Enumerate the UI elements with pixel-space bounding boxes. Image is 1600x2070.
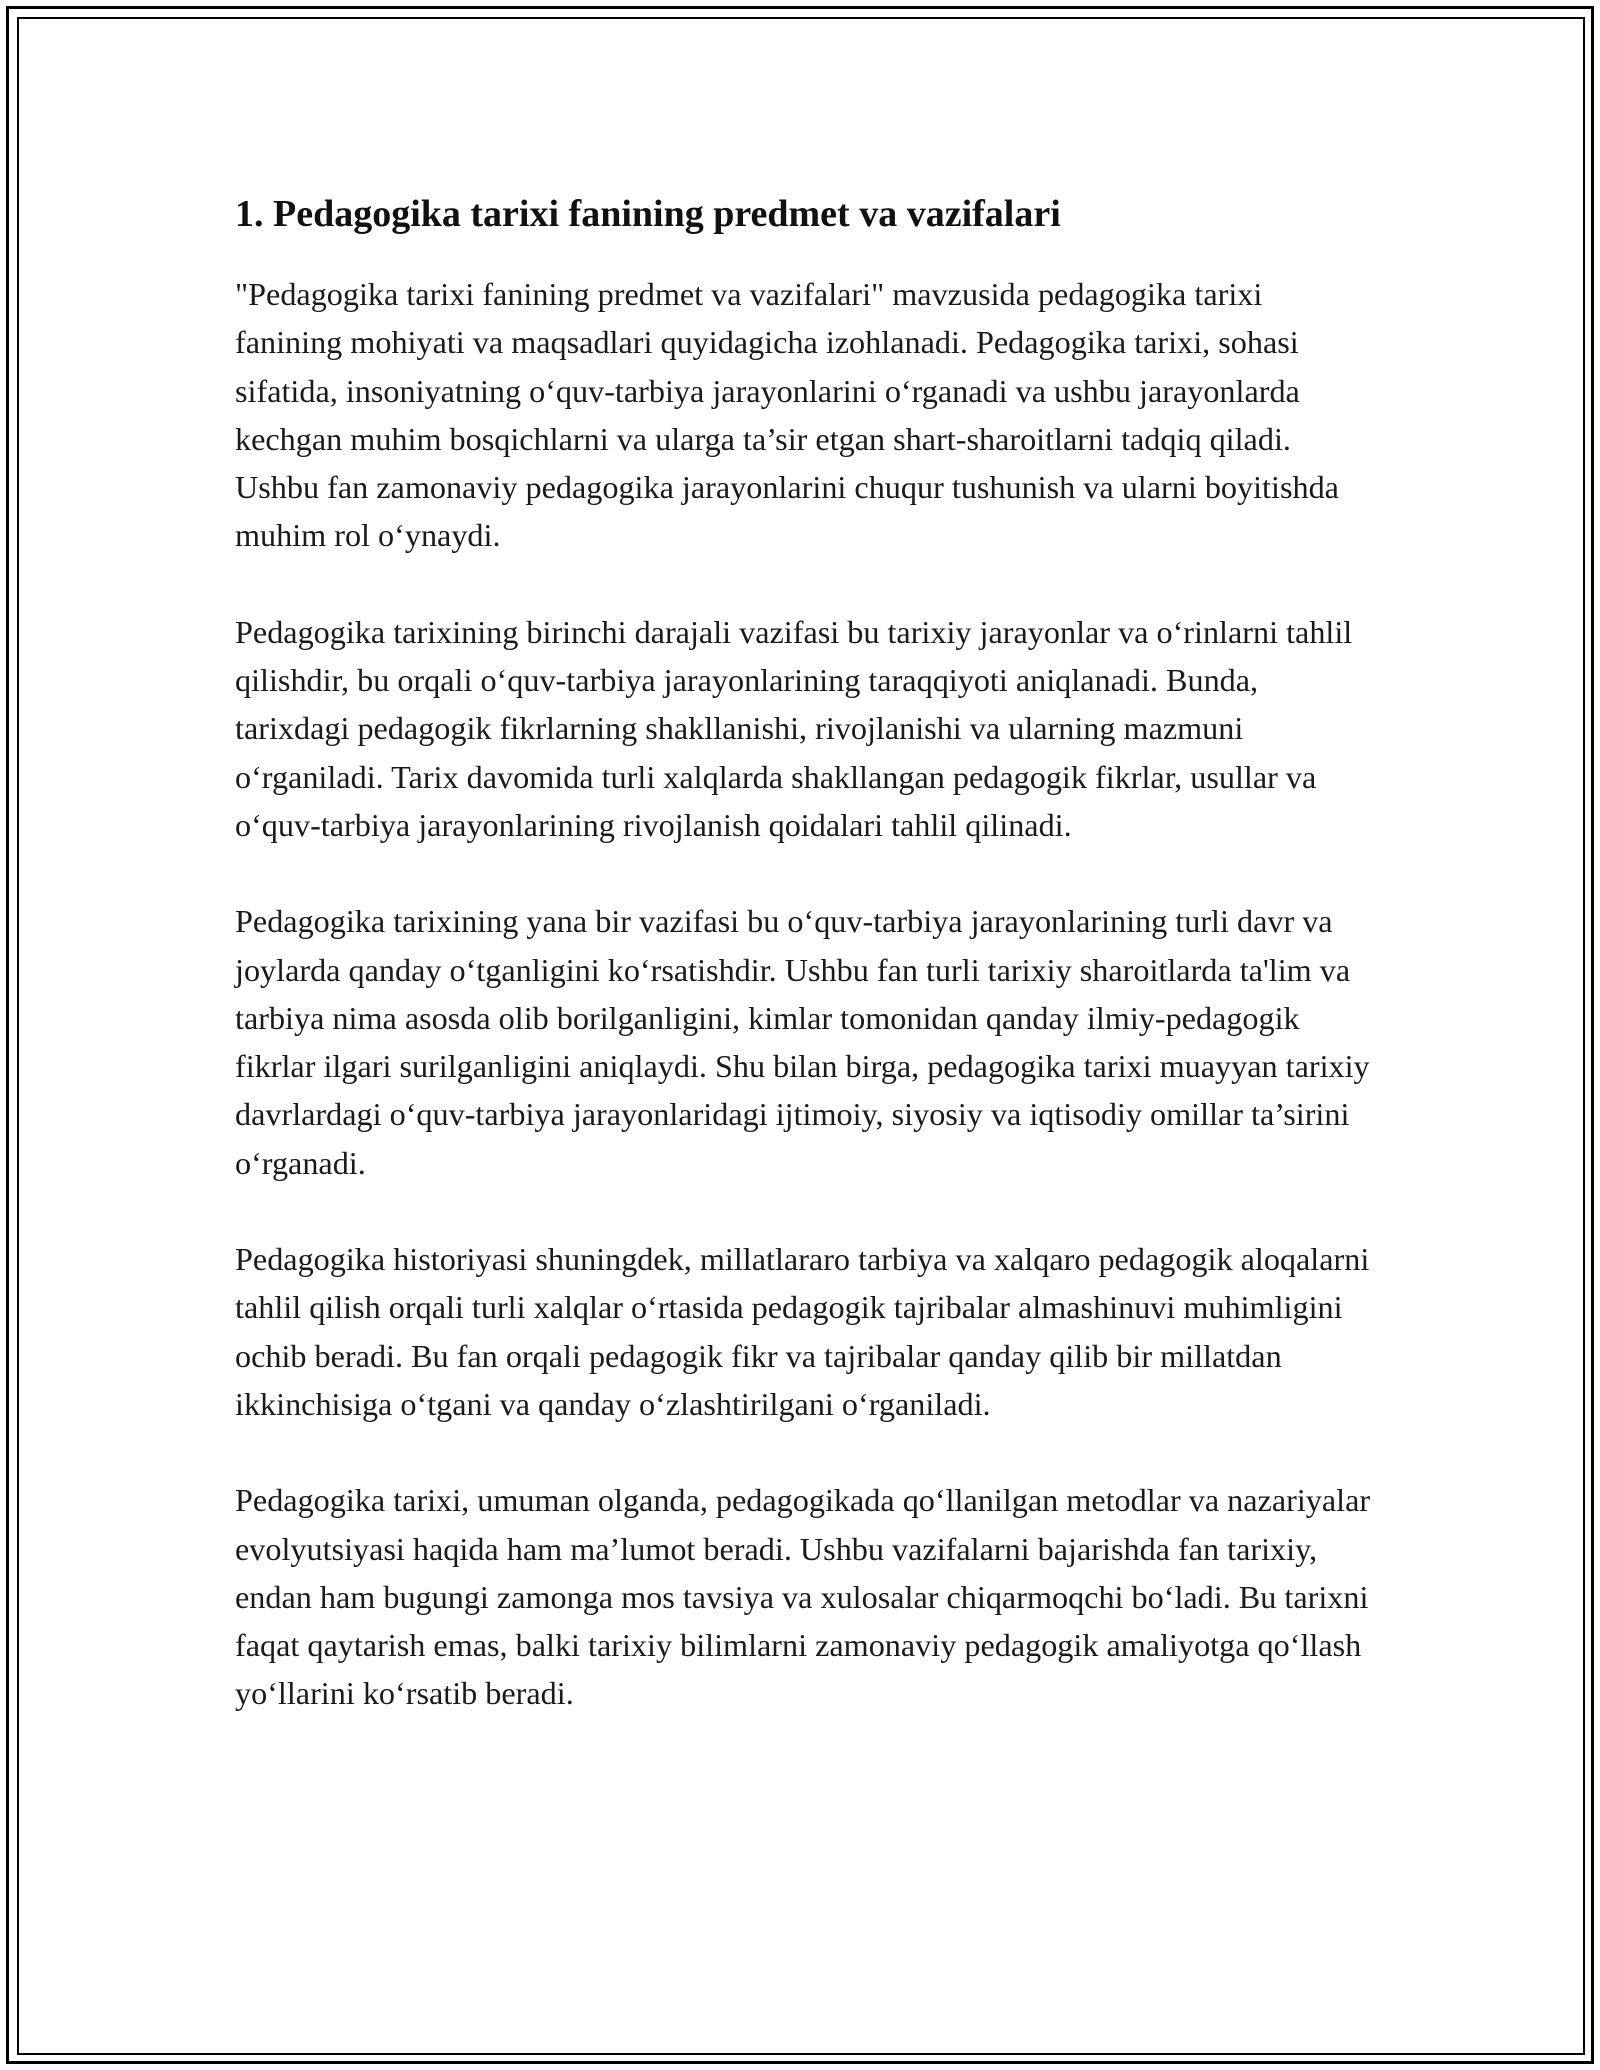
document-title: 1. Pedagogika tarixi fanining predmet va vazifalari [235,193,1061,235]
paragraph-2: Pedagogika tarixining birinchi darajali vazifasi bu tarixiy jarayonlar va o‘rinlarni tahlil qilishdir, bu orqali o‘quv-tarbiya jarayonlarining taraqqiyoti aniqlanadi. Bunda, tarixdagi pedagogik fikrlarning shakllanishi, rivojlanishi va ularning mazmuni o‘rganiladi. Tarix davomida turli xalqlarda shakllangan pedagogik fikrlar, usullar va o‘quv-tarbiya jarayonlarining rivojlanish qoidalari tahlil qilinadi. [235,613,1353,843]
paragraph-4: Pedagogika historiyasi shuningdek, millatlararo tarbiya va xalqaro pedagogik aloqalarni tahlil qilish orqali turli xalqlar o‘rtasida pedagogik tajribalar almashinuvi muhimligini ochib beradi. Bu fan orqali pedagogik fikr va tajribalar qanday qilib bir millatdan ikkinchisiga o‘tgani va qanday o‘zlashtirilgani o‘rganiladi. [235,1241,1370,1422]
paragraph-5: Pedagogika tarixi, umuman olganda, pedagogikada qo‘llanilgan metodlar va nazariyalar evolyutsiyasi haqida ham ma’lumot beradi. Ushbu vazifalarni bajarishda fan tarixiy, endan ham bugungi zamonga mos tavsiya va xulosalar chiqarmoqchi bo‘ladi. Bu tarixni faqat qaytarish emas, balki tarixiy bilimlarni zamonaviy pedagogik amaliyotga qo‘llash yo‘llarini ko‘rsatib beradi. [235,1482,1371,1712]
paragraph-1: "Pedagogika tarixi fanining predmet va vazifalari" mavzusida pedagogika tarixi fanining mohiyati va maqsadlari quyidagicha izohlanadi. Pedagogika tarixi, sohasi sifatida, insoniyatning o‘quv-tarbiya jarayonlarini o‘rganadi va ushbu jarayonlarda kechgan muhim bosqichlarni va ularga ta’sir etgan shart-sharoitlarni tadqiq qiladi. Ushbu fan zamonaviy pedagogika jarayonlarini chuqur tushunish va ularni boyitishda muhim rol o‘ynaydi. [235,276,1339,554]
document-body [235,186,1375,1718]
paragraph-3: Pedagogika tarixining yana bir vazifasi bu o‘quv-tarbiya jarayonlarining turli davr va joylarda qanday o‘tganligini ko‘rsatishdir. Ushbu fan turli tarixiy sharoitlarda ta'lim va tarbiya nima asosda olib borilganligini, kimlar tomonidan qanday ilmiy-pedagogik fikrlar ilgari surilganligini aniqlaydi. Shu bilan birga, pedagogika tarixi muayyan tarixiy davrlardagi o‘quv-tarbiya jarayonlaridagi ijtimoiy, siyosiy va iqtisodiy omillar ta’sirini o‘rganadi. [235,903,1370,1181]
